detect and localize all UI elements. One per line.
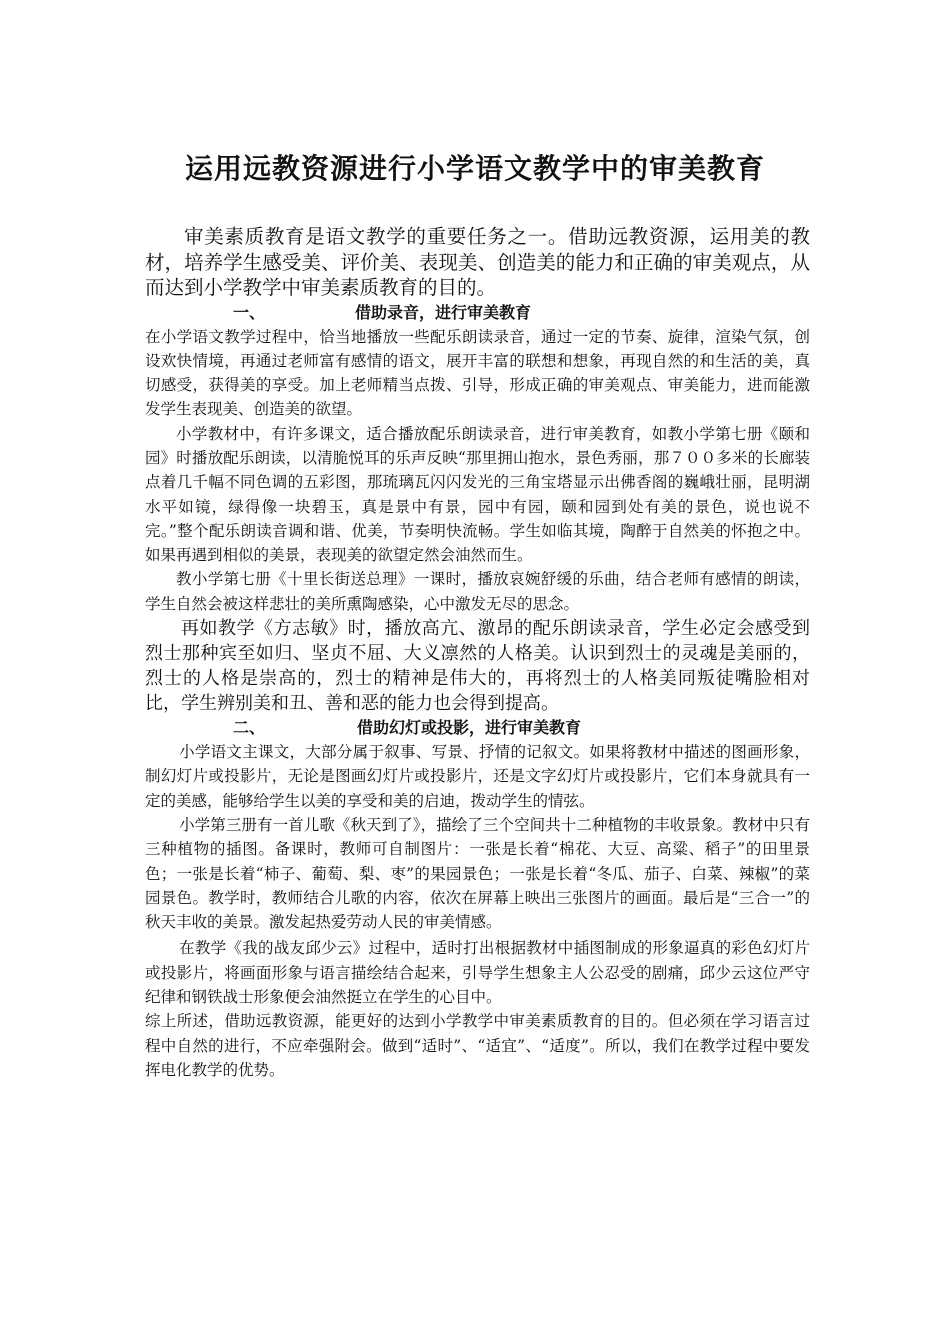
- section1-paragraph: 再如教学《方志敏》时，播放高亢、激昂的配乐朗读录音，学生必定会感受到烈士那种宾至如归、坚贞不屈、大义凛然的人格美。认识到烈士的灵魂是美丽的，烈士的人格是崇高的，烈士的精神是伟大的，再将烈士的人格美同叛徒嘴脸相对比，学生辨别美和丑、善和恶的能力也会得到提高。: [145, 618, 810, 715]
- section1-paragraph: 教小学第七册《十里长街送总理》一课时，播放哀婉舒缓的乐曲，结合老师有感情的朗读，学生自然会被这样悲壮的美所熏陶感染，心中激发无尽的思念。: [145, 570, 810, 613]
- page-title: 运用远教资源进行小学语文教学中的审美教育: [184, 151, 765, 185]
- section2-paragraph: 小学语文主课文，大部分属于叙事、写景、抒情的记叙文。如果将教材中描述的图画形象，制幻灯片或投影片，无论是图画幻灯片或投影片，还是文字幻灯片或投影片，它们本身就具有一定的美感，能够给学生以美的享受和美的启迪，拨动学生的情弦。: [145, 743, 810, 810]
- section2-paragraph: 小学第三册有一首儿歌《秋天到了》，描绘了三个空间共十二种植物的丰收景象。教材中只有三种植物的插图。备课时，教师可自制图片：一张是长着“棉花、大豆、高粱、稻子”的田里景色；一张是长着“柿子、葡萄、梨、枣”的果园景色；一张是长着“冬瓜、茄子、白菜、辣椒”的菜园景色。教学时，教师结合儿歌的内容，依次在屏幕上映出三张图片的画面。最后是“三合一”的秋天丰收的美景。激发起热爱劳动人民的审美情感。: [145, 815, 810, 932]
- section1-paragraph: 小学教材中，有许多课文，适合播放配乐朗读录音，进行审美教育，如教小学第七册《颐和园》时播放配乐朗读，以清脆悦耳的乐声反映“那里拥山抱水，景色秀丽，那７００多米的长廊装点着几千幅不同色调的五彩图，那琉璃瓦闪闪发光的三角宝塔显示出佛香阁的巍峨壮丽，昆明湖水平如镜，绿得像一块碧玉，真是景中有景，园中有园，颐和园到处有美的景色，说也说不完。”整个配乐朗读音调和谐、优美，节奏明快流畅。学生如临其境，陶醉于自然美的怀抱之中。如果再遇到相似的美景，表现美的欲望定然会油然而生。: [145, 424, 810, 565]
- section-heading-2: [145, 716, 810, 740]
- section-title-1: 借助录音，进行审美教育: [355, 302, 532, 322]
- intro-paragraph: 审美素质教育是语文教学的重要任务之一。借助远教资源，运用美的教材，培养学生感受美、评价美、表现美、创造美的能力和正确的审美观点，从而达到小学教学中审美素质教育的目的。: [145, 225, 810, 299]
- section-title-2: 借助幻灯或投影，进行审美教育: [357, 718, 582, 738]
- section1-paragraph: 在小学语文教学过程中，恰当地播放一些配乐朗读录音，通过一定的节奏、旋律，渲染气氛，创设欢快情境，再通过老师富有感情的语文，展开丰富的联想和想象，再现自然的和生活的美，真切感受，获得美的享受。加上老师精当点拨、引导，形成正确的审美观点、审美能力，进而能激发学生表现美、创造美的欲望。: [145, 327, 810, 419]
- section-number-2: 二、: [233, 718, 266, 738]
- document-body: [145, 224, 810, 1082]
- conclusion-paragraph: 综上所述，借助远教资源，能更好的达到小学教学中审美素质教育的目的。但必须在学习语言过程中自然的进行，不应牵强附会。做到“适时”、“适宜”、“适度”。所以，我们在教学过程中要发挥电化教学的优势。: [145, 1012, 810, 1079]
- section-heading-1: [145, 301, 810, 325]
- section2-paragraph: 在教学《我的战友邱少云》过程中，适时打出根据教材中插图制成的形象逼真的彩色幻灯片或投影片，将画面形象与语言描绘结合起来，引导学生想象主人公忍受的剧痛，邱少云这位严守纪律和钢铁战士形象便会油然挺立在学生的心目中。: [145, 939, 810, 1007]
- section-number-1: 一、: [233, 302, 266, 322]
